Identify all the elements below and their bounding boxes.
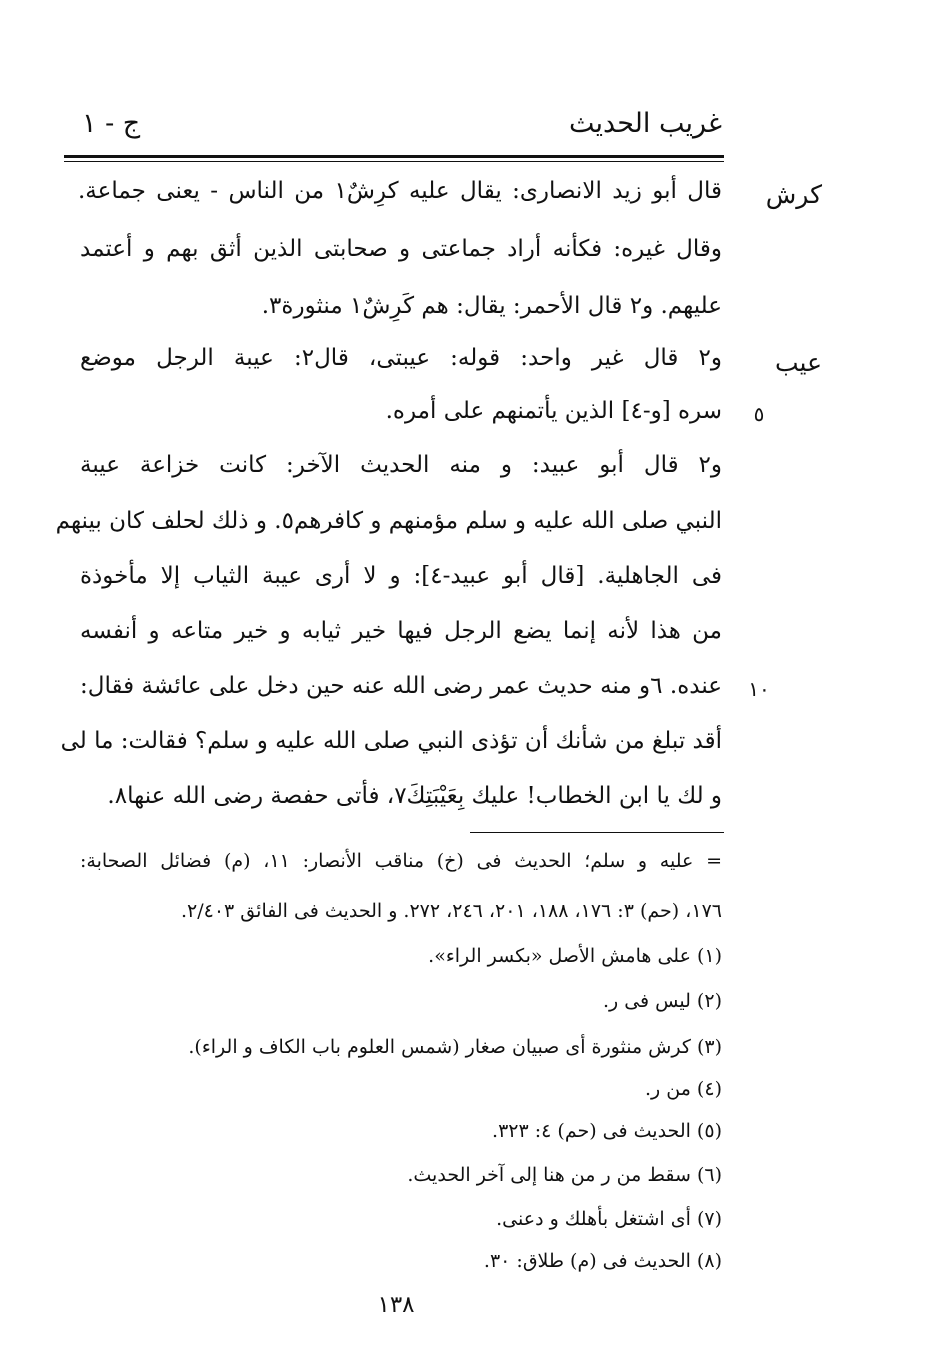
body-line: قال أبو زيد الانصارى: يقال عليه كرِشٌ١ من الناس - يعنى جماعة. [78, 178, 722, 204]
footnote: (٦) سقط من ر من هنا إلى آخر الحديث. [407, 1164, 722, 1186]
footnote-rule [470, 832, 724, 833]
body-line: من هذا لأنه إنما يضع الرجل فيها خير ثيابه و خير متاعه و أنفسه [80, 618, 722, 644]
footnote: (٤) من ر. [645, 1078, 722, 1100]
body-line: عنده. ٦و منه حديث عمر رضى الله عنه حين دخل على عائشة فقال: [80, 673, 722, 699]
body-line: و٢ قال أبو عبيد: و منه الحديث الآخر: كانت خزاعة عيبة [80, 452, 722, 478]
footnote: (٣) كرش منثورة أى صبيان صغار (شمس العلوم باب الكاف و الراء). [188, 1036, 722, 1058]
line-number: ١٠ [748, 677, 770, 701]
footnote: (٨) الحديث فى (م) طلاق: ٣٠. [483, 1250, 722, 1272]
footnote-line: ١٧٦، (حم) ٣: ١٧٦، ١٨٨، ٢٠١، ٢٤٦، ٢٧٢. و الحديث فى الفائق ٢/٤٠٣. [180, 900, 722, 922]
footnote-line: = عليه و سلم؛ الحديث فى (خ) مناقب الأنصار: ١١، (م) فضائل الصحابة: [80, 850, 722, 872]
body-line: و لك يا ابن الخطاب! عليك بِعَيْبَتِكَ٧، فأتى حفصة رضى الله عنها٨. [107, 783, 722, 809]
body-line: وقال غيره: فكأنه أراد جماعتى و صحابتى الذين أثق بهم و أعتمد [80, 236, 722, 262]
body-line: و٢ قال غير واحد: قوله: عيبتى، قال٢: عيبة الرجل موضع [80, 345, 722, 371]
page-number: ١٣٨ [377, 1292, 415, 1318]
volume-label: ج - ١ [82, 108, 141, 139]
margin-keyword-karsh: كرش [765, 180, 822, 209]
body-line: النبي صلى الله عليه و سلم مؤمنهم و كافرهم٥. و ذلك لحلف كان بينهم [55, 508, 722, 534]
header-rule-thin [64, 161, 724, 162]
margin-keyword-aib: عيب [774, 348, 822, 377]
footnote: (٧) أى اشتغل بأهلك و دعنى. [496, 1208, 722, 1230]
header-rule-thick [64, 155, 724, 158]
body-line: فى الجاهلية. [قال أبو عبيد-٤]: و لا أرى عيبة الثياب إلا مأخوذة [80, 563, 722, 589]
footnote: (٥) الحديث فى (حم) ٤: ٣٢٣. [492, 1120, 722, 1142]
body-line: سره [و-٤] الذين يأتمنهم على أمره. [385, 398, 722, 424]
running-title: غريب الحديث [569, 108, 722, 139]
body-line: أقد تبلغ من شأنك أن تؤذى النبي صلى الله عليه و سلم؟ فقالت: ما لى [60, 728, 722, 754]
body-line: عليهم. و٢ قال الأحمر: يقال: هم كَرِشٌ١ منثورة٣. [261, 293, 722, 319]
footnote: (٢) ليس فى ر. [602, 990, 722, 1012]
footnote: (١) على هامش الأصل «بكسر الراء». [428, 945, 722, 967]
line-number: ٥ [753, 402, 765, 426]
